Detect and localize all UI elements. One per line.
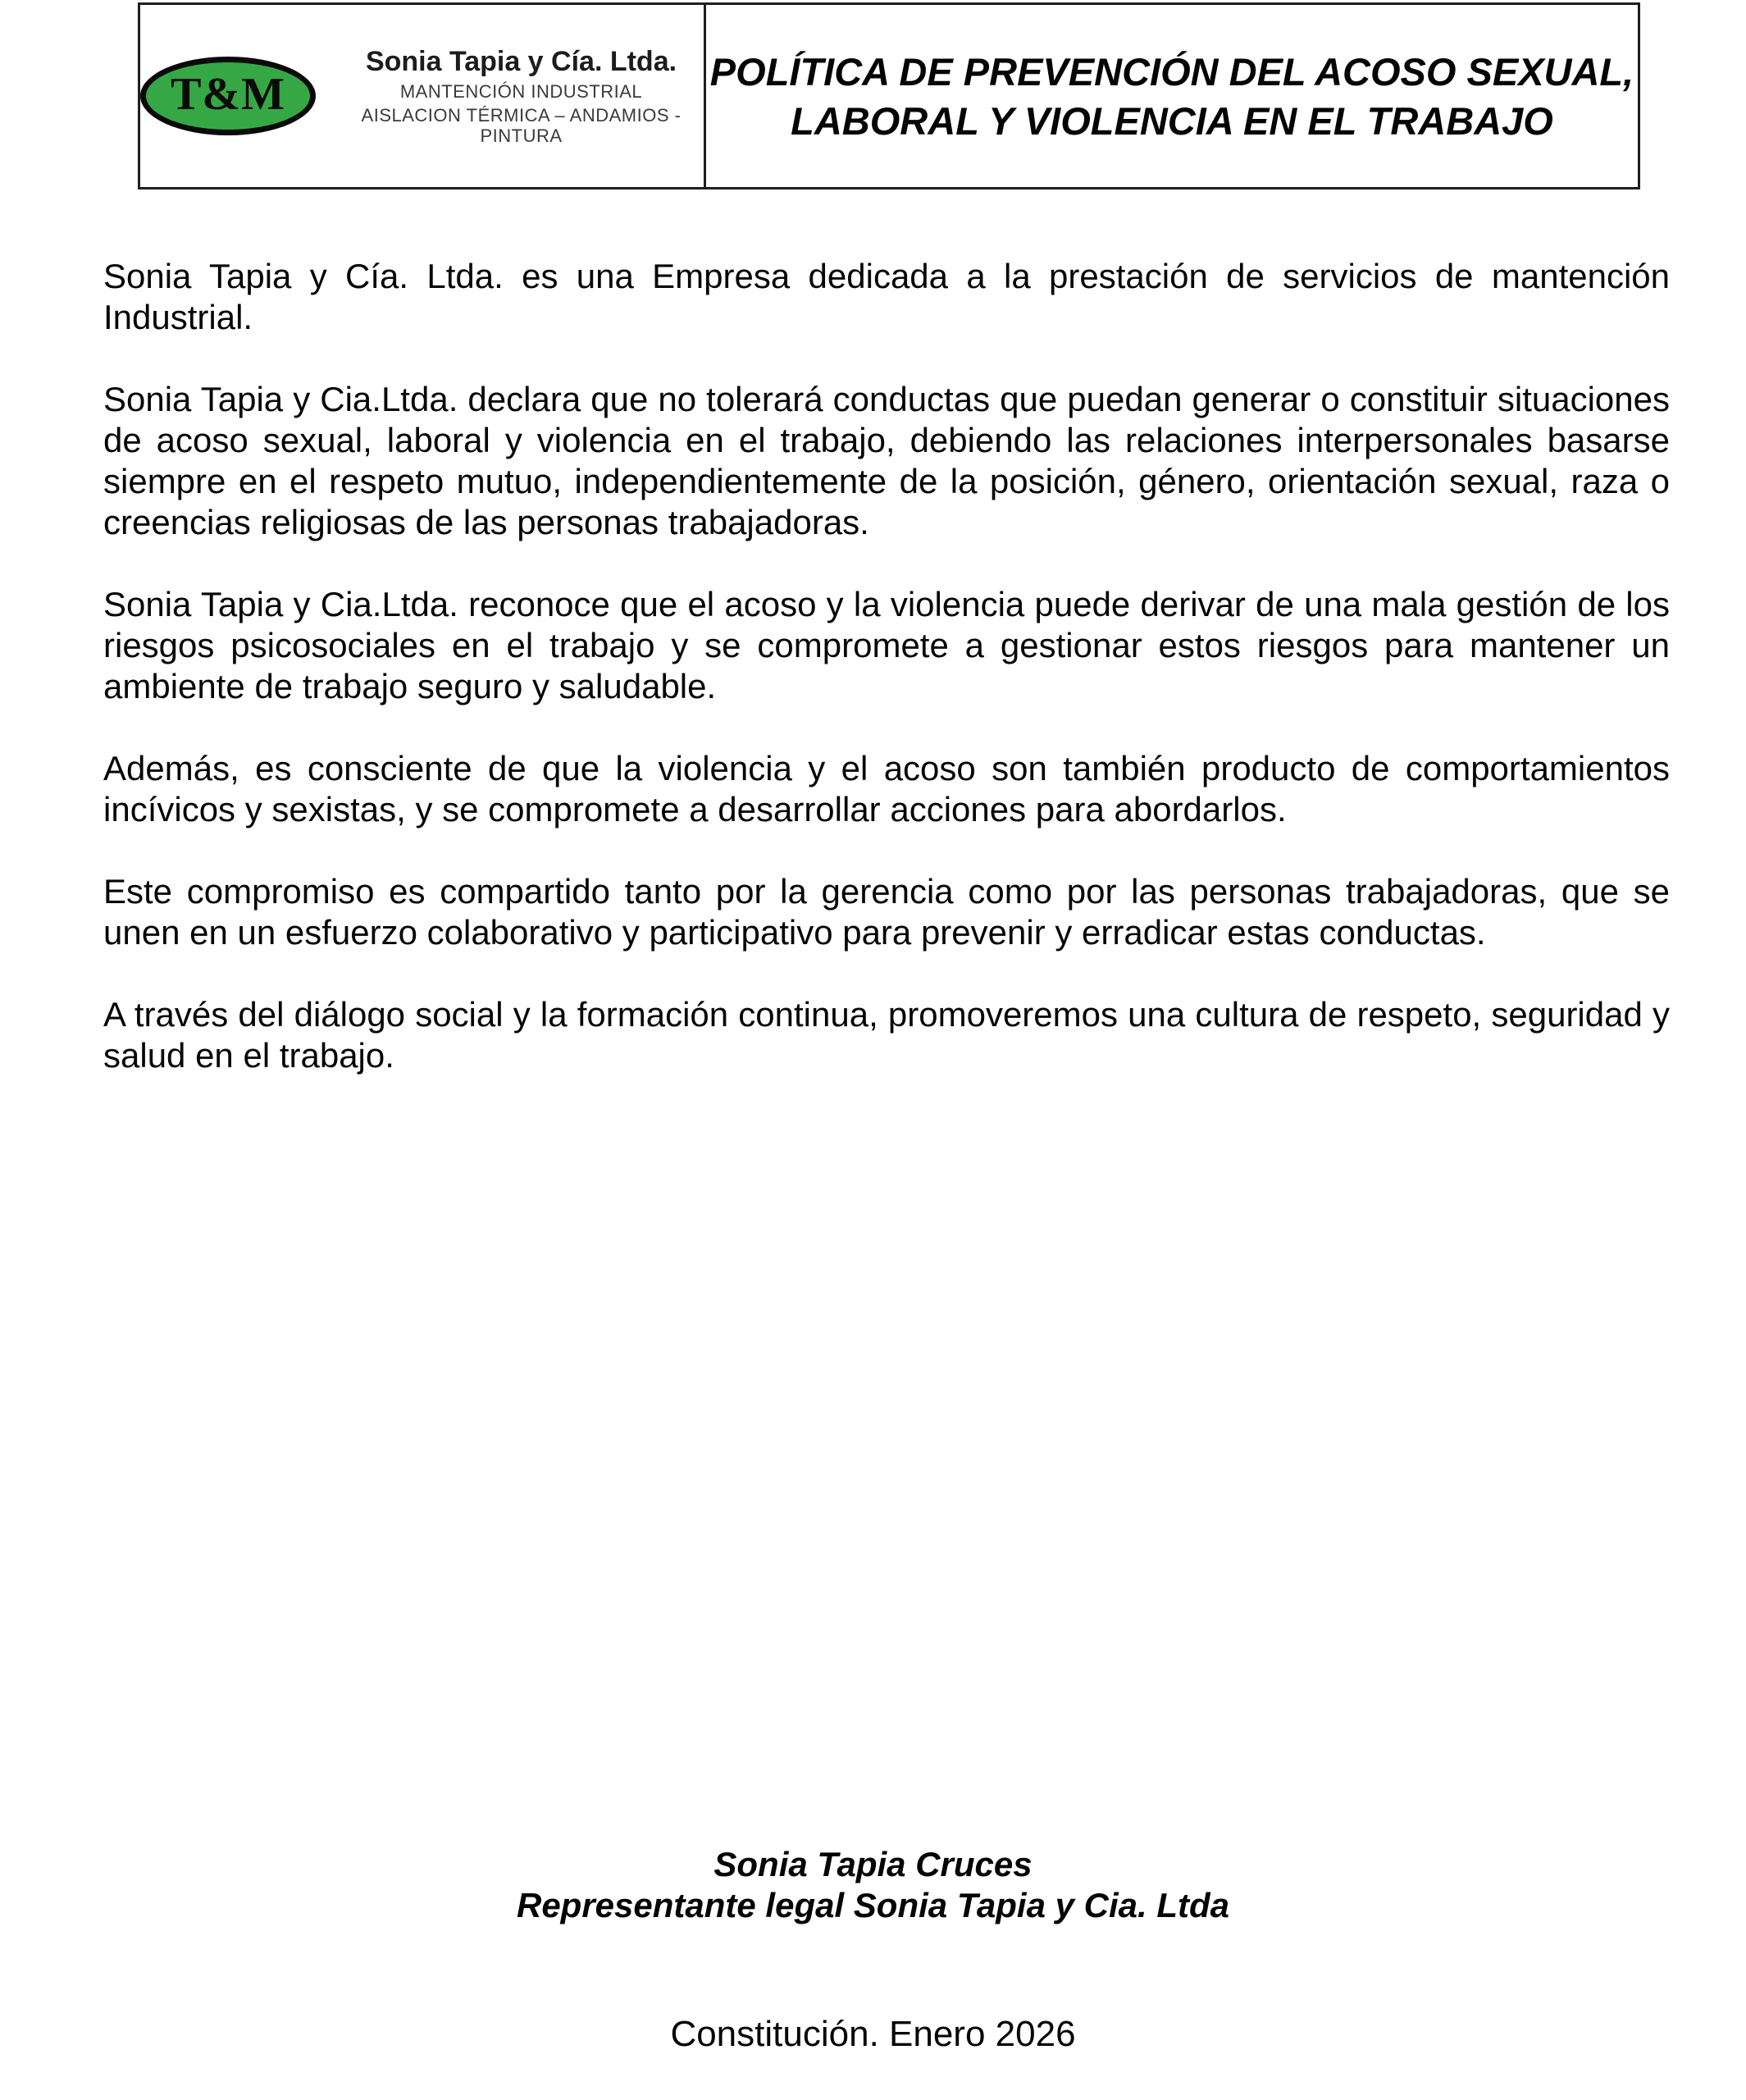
company-subtitle-1: MANTENCIÓN INDUSTRIAL xyxy=(399,80,643,102)
policy-paragraph-4: Además, es consciente de que la violencia y el acoso son también producto de comportamientos incívicos y sexistas, y se compromete a desarrollar acciones para abordarlos. xyxy=(103,749,1670,829)
policy-paragraph-6: A través del diálogo social y la formación continua, promoveremos una cultura de respeto, seguridad y salud en el trabajo. xyxy=(103,995,1670,1075)
document-body xyxy=(103,256,1670,1117)
document-title-line-2: LABORAL Y VIOLENCIA EN EL TRABAJO xyxy=(791,99,1553,143)
company-info xyxy=(339,46,704,147)
title-cell xyxy=(706,5,1638,187)
policy-paragraph-5: Este compromiso es compartido tanto por la gerencia como por las personas trabajadoras, que se unen en un esfuerzo colaborativo y participativo para prevenir y erradicar estas conductas. xyxy=(103,872,1670,952)
logo-monogram: T&M xyxy=(171,69,285,120)
logo-cell xyxy=(140,5,706,187)
document-header xyxy=(138,2,1640,189)
policy-paragraph-1: Sonia Tapia y Cía. Ltda. es una Empresa dedicada a la prestación de servicios de mantención Industrial. xyxy=(103,257,1670,336)
company-subtitle-2: AISLACION TÉRMICA – ANDAMIOS - PINTURA xyxy=(361,104,682,147)
signature-role: Representante legal Sonia Tapia y Cia. Ltda xyxy=(516,1886,1230,1924)
policy-paragraph-3: Sonia Tapia y Cia.Ltda. reconoce que el acoso y la violencia puede derivar de una mala gestión de los riesgos psicosociales en el trabajo y se compromete a gestionar estos riesgos para mantener un ambiente de trabajo seguro y saludable. xyxy=(103,585,1670,705)
policy-paragraph-2: Sonia Tapia y Cia.Ltda. declara que no tolerará conductas que puedan generar o constituir situaciones de acoso sexual, laboral y violencia en el trabajo, debiendo las relaciones interpersonales basarse siempre en el respeto mutuo, independientemente de la posición, género, orientación sexual, raza o creencias religiosas de las personas trabajadoras. xyxy=(103,380,1670,541)
signature-name: Sonia Tapia Cruces xyxy=(713,1845,1033,1883)
document-title-line-1: POLÍTICA DE PREVENCIÓN DEL ACOSO SEXUAL, xyxy=(709,50,1634,94)
company-logo-icon xyxy=(140,57,316,135)
signature-block xyxy=(0,1844,1746,1926)
company-name: Sonia Tapia y Cía. Ltda. xyxy=(365,45,677,77)
footer-date: Constitución. Enero 2026 xyxy=(670,2014,1076,2054)
